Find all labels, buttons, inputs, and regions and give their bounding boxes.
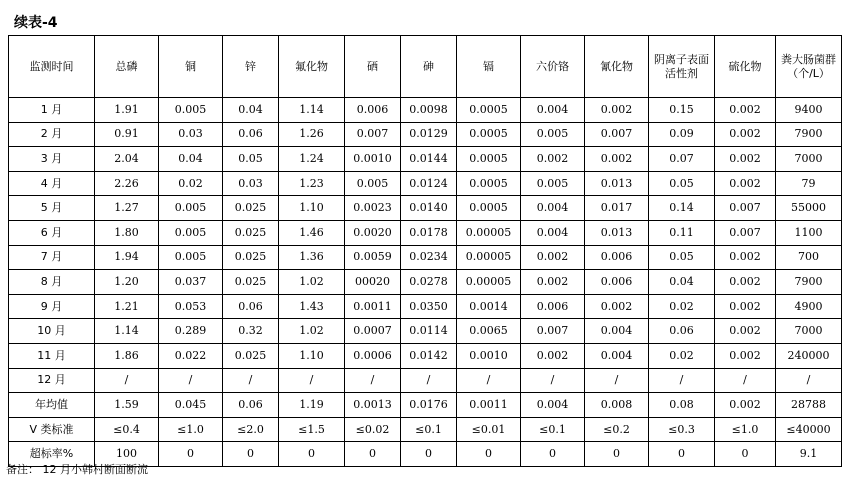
table-cell: 0.0013 bbox=[345, 393, 401, 418]
table-cell: 1.14 bbox=[279, 98, 345, 123]
table-cell: 0.06 bbox=[223, 122, 279, 147]
table-cell: 0.0010 bbox=[345, 147, 401, 172]
table-cell: 0.002 bbox=[521, 245, 585, 270]
table-cell: 0.005 bbox=[159, 220, 223, 245]
table-row bbox=[9, 122, 842, 147]
table-cell: 1.10 bbox=[279, 343, 345, 368]
row-label-cell: 7 月 bbox=[9, 245, 95, 270]
table-cell: 0.09 bbox=[649, 122, 715, 147]
table-cell: 0.0098 bbox=[401, 98, 457, 123]
table-cell: 0.07 bbox=[649, 147, 715, 172]
table-cell: 0.0005 bbox=[457, 171, 521, 196]
table-row bbox=[9, 294, 842, 319]
column-header: 硒 bbox=[345, 36, 401, 98]
row-label-cell: 6 月 bbox=[9, 220, 95, 245]
table-cell: 0.002 bbox=[715, 245, 776, 270]
table-cell: 0.11 bbox=[649, 220, 715, 245]
table-cell: 0.0059 bbox=[345, 245, 401, 270]
column-header: 锌 bbox=[223, 36, 279, 98]
table-cell: 0.005 bbox=[159, 245, 223, 270]
table-cell: / bbox=[159, 368, 223, 393]
column-header: 监测时间 bbox=[9, 36, 95, 98]
table-cell: 0.0005 bbox=[457, 98, 521, 123]
table-row bbox=[9, 270, 842, 295]
table-cell: 0.013 bbox=[585, 220, 649, 245]
table-cell: 0.017 bbox=[585, 196, 649, 221]
table-cell: 0.002 bbox=[521, 270, 585, 295]
table-cell: 0.002 bbox=[585, 98, 649, 123]
table-cell: 1.91 bbox=[95, 98, 159, 123]
table-cell: 0.002 bbox=[715, 343, 776, 368]
table-cell: 0.002 bbox=[715, 393, 776, 418]
table-cell: 0.007 bbox=[521, 319, 585, 344]
table-cell: 0.004 bbox=[585, 343, 649, 368]
table-cell: 00020 bbox=[345, 270, 401, 295]
table-cell: 0.02 bbox=[159, 171, 223, 196]
table-cell: 0.03 bbox=[159, 122, 223, 147]
table-cell: 0.025 bbox=[223, 196, 279, 221]
table-cell: / bbox=[95, 368, 159, 393]
table-cell: / bbox=[401, 368, 457, 393]
table-cell: 0.04 bbox=[649, 270, 715, 295]
column-header: 氰化物 bbox=[585, 36, 649, 98]
table-cell: 0.02 bbox=[649, 343, 715, 368]
row-label-cell: 1 月 bbox=[9, 98, 95, 123]
table-row bbox=[9, 368, 842, 393]
table-cell: 0.002 bbox=[521, 147, 585, 172]
table-cell: 0.002 bbox=[715, 147, 776, 172]
table-cell: 7900 bbox=[776, 122, 842, 147]
table-cell: 1.59 bbox=[95, 393, 159, 418]
table-cell: 0.006 bbox=[585, 270, 649, 295]
row-label-cell: 9 月 bbox=[9, 294, 95, 319]
row-label-cell: 11 月 bbox=[9, 343, 95, 368]
table-cell: 0.045 bbox=[159, 393, 223, 418]
row-label-cell: 5 月 bbox=[9, 196, 95, 221]
table-cell: ≤1.5 bbox=[279, 417, 345, 442]
table-cell: 7900 bbox=[776, 270, 842, 295]
table-cell: 0.025 bbox=[223, 343, 279, 368]
column-header: 氟化物 bbox=[279, 36, 345, 98]
table-cell: 7000 bbox=[776, 147, 842, 172]
table-row bbox=[9, 147, 842, 172]
table-cell: 0.0350 bbox=[401, 294, 457, 319]
table-cell: 0.14 bbox=[649, 196, 715, 221]
column-header: 铜 bbox=[159, 36, 223, 98]
table-cell: / bbox=[457, 368, 521, 393]
table-cell: ≤1.0 bbox=[715, 417, 776, 442]
table-cell: 0.0014 bbox=[457, 294, 521, 319]
table-cell: 0.0011 bbox=[457, 393, 521, 418]
table-cell: 0.0234 bbox=[401, 245, 457, 270]
table-cell: 0.00005 bbox=[457, 245, 521, 270]
table-cell: 0.025 bbox=[223, 220, 279, 245]
table-cell: 0.007 bbox=[715, 220, 776, 245]
table-cell: 0.06 bbox=[649, 319, 715, 344]
table-cell: 0 bbox=[345, 442, 401, 467]
table-cell: 1100 bbox=[776, 220, 842, 245]
table-cell: 0.004 bbox=[521, 98, 585, 123]
column-header: 总磷 bbox=[95, 36, 159, 98]
table-cell: 100 bbox=[95, 442, 159, 467]
table-cell: 0.007 bbox=[345, 122, 401, 147]
table-cell: 1.24 bbox=[279, 147, 345, 172]
table-cell: 0 bbox=[457, 442, 521, 467]
table-cell: 0.05 bbox=[223, 147, 279, 172]
table-cell: 0.005 bbox=[521, 122, 585, 147]
column-header: 六价铬 bbox=[521, 36, 585, 98]
table-row bbox=[9, 220, 842, 245]
table-cell: 1.02 bbox=[279, 319, 345, 344]
table-cell: 0.005 bbox=[159, 98, 223, 123]
table-cell: 0.002 bbox=[585, 294, 649, 319]
table-cell: 0.08 bbox=[649, 393, 715, 418]
table-row bbox=[9, 171, 842, 196]
table-cell: 0.004 bbox=[521, 196, 585, 221]
column-header: 粪大肠菌群（个/L） bbox=[776, 36, 842, 98]
table-cell: 0.0005 bbox=[457, 122, 521, 147]
column-header: 砷 bbox=[401, 36, 457, 98]
table-cell: / bbox=[279, 368, 345, 393]
table-cell: 0.02 bbox=[649, 294, 715, 319]
table-cell: 0.15 bbox=[649, 98, 715, 123]
table-cell: ≤0.1 bbox=[401, 417, 457, 442]
table-cell: 1.43 bbox=[279, 294, 345, 319]
table-cell: 1.14 bbox=[95, 319, 159, 344]
table-cell: 9400 bbox=[776, 98, 842, 123]
row-label-cell: 12 月 bbox=[9, 368, 95, 393]
table-row bbox=[9, 319, 842, 344]
table-cell: 0 bbox=[649, 442, 715, 467]
table-cell: ≤0.1 bbox=[521, 417, 585, 442]
table-cell: 0.002 bbox=[715, 319, 776, 344]
table-cell: 0.002 bbox=[715, 122, 776, 147]
table-cell: 0.002 bbox=[715, 270, 776, 295]
table-cell: / bbox=[776, 368, 842, 393]
row-label-cell: 2 月 bbox=[9, 122, 95, 147]
table-cell: ≤1.0 bbox=[159, 417, 223, 442]
header-row bbox=[9, 36, 842, 98]
table-cell: 0.0020 bbox=[345, 220, 401, 245]
table-cell: ≤0.2 bbox=[585, 417, 649, 442]
table-cell: 0.004 bbox=[521, 220, 585, 245]
table-cell: 0.0124 bbox=[401, 171, 457, 196]
table-cell: 0.007 bbox=[715, 196, 776, 221]
table-cell: 0.03 bbox=[223, 171, 279, 196]
table-cell: / bbox=[223, 368, 279, 393]
table-cell: 1.23 bbox=[279, 171, 345, 196]
table-cell: 0.0065 bbox=[457, 319, 521, 344]
table-cell: 0.004 bbox=[585, 319, 649, 344]
table-cell: 0.0006 bbox=[345, 343, 401, 368]
table-cell: 0.0142 bbox=[401, 343, 457, 368]
table-row bbox=[9, 343, 842, 368]
table-cell: 0.006 bbox=[345, 98, 401, 123]
row-label-cell: 10 月 bbox=[9, 319, 95, 344]
row-label-cell: 3 月 bbox=[9, 147, 95, 172]
row-label-cell: V 类标准 bbox=[9, 417, 95, 442]
table-cell: 0.005 bbox=[521, 171, 585, 196]
table-cell: 0.025 bbox=[223, 270, 279, 295]
table-cell: 0.0023 bbox=[345, 196, 401, 221]
table-body bbox=[9, 98, 842, 467]
table-cell: 1.10 bbox=[279, 196, 345, 221]
table-cell: 0.91 bbox=[95, 122, 159, 147]
table-cell: 28788 bbox=[776, 393, 842, 418]
table-cell: 0.0140 bbox=[401, 196, 457, 221]
monitoring-table bbox=[8, 35, 842, 467]
table-cell: 7000 bbox=[776, 319, 842, 344]
table-cell: 9.1 bbox=[776, 442, 842, 467]
table-cell: 1.27 bbox=[95, 196, 159, 221]
table-cell: 0.00005 bbox=[457, 220, 521, 245]
table-cell: 0 bbox=[585, 442, 649, 467]
table-cell: 1.21 bbox=[95, 294, 159, 319]
table-cell: 0.0005 bbox=[457, 147, 521, 172]
table-cell: 0.008 bbox=[585, 393, 649, 418]
table-cell: 0.0011 bbox=[345, 294, 401, 319]
table-cell: / bbox=[521, 368, 585, 393]
table-cell: 0.04 bbox=[159, 147, 223, 172]
table-cell: 1.20 bbox=[95, 270, 159, 295]
table-row bbox=[9, 196, 842, 221]
table-cell: / bbox=[649, 368, 715, 393]
table-cell: 2.04 bbox=[95, 147, 159, 172]
table-cell: 0.007 bbox=[585, 122, 649, 147]
table-cell: ≤0.4 bbox=[95, 417, 159, 442]
table-row bbox=[9, 245, 842, 270]
table-cell: 2.26 bbox=[95, 171, 159, 196]
table-cell: ≤0.02 bbox=[345, 417, 401, 442]
table-cell: 79 bbox=[776, 171, 842, 196]
table-cell: 0 bbox=[223, 442, 279, 467]
table-cell: 1.02 bbox=[279, 270, 345, 295]
table-cell: 0.32 bbox=[223, 319, 279, 344]
table-cell: 1.36 bbox=[279, 245, 345, 270]
row-label-cell: 4 月 bbox=[9, 171, 95, 196]
row-label-cell: 年均值 bbox=[9, 393, 95, 418]
table-cell: 0.0007 bbox=[345, 319, 401, 344]
table-cell: ≤0.01 bbox=[457, 417, 521, 442]
table-cell: 0.0010 bbox=[457, 343, 521, 368]
table-cell: / bbox=[345, 368, 401, 393]
table-cell: 0.06 bbox=[223, 294, 279, 319]
table-cell: 0.037 bbox=[159, 270, 223, 295]
table-cell: 0.002 bbox=[715, 171, 776, 196]
table-row bbox=[9, 98, 842, 123]
table-cell: 0.053 bbox=[159, 294, 223, 319]
table-row bbox=[9, 393, 842, 418]
table-cell: 700 bbox=[776, 245, 842, 270]
row-label-cell: 超标率% bbox=[9, 442, 95, 467]
table-cell: 0 bbox=[715, 442, 776, 467]
table-cell: 0.002 bbox=[715, 98, 776, 123]
table-cell: 0.06 bbox=[223, 393, 279, 418]
table-cell: 1.46 bbox=[279, 220, 345, 245]
table-cell: 0 bbox=[401, 442, 457, 467]
table-note: 备注： 12 月小韩村断面断流 bbox=[6, 463, 148, 476]
table-cell: 0.0129 bbox=[401, 122, 457, 147]
table-cell: 0.05 bbox=[649, 171, 715, 196]
table-cell: 0.013 bbox=[585, 171, 649, 196]
table-cell: 0.0278 bbox=[401, 270, 457, 295]
table-cell: / bbox=[715, 368, 776, 393]
table-cell: 0.00005 bbox=[457, 270, 521, 295]
table-cell: 0.006 bbox=[585, 245, 649, 270]
table-cell: 0.006 bbox=[521, 294, 585, 319]
table-cell: 1.26 bbox=[279, 122, 345, 147]
table-cell: 0.002 bbox=[715, 294, 776, 319]
table-cell: 0.005 bbox=[345, 171, 401, 196]
table-cell: 55000 bbox=[776, 196, 842, 221]
table-cell: 0.002 bbox=[521, 343, 585, 368]
table-cell: ≤2.0 bbox=[223, 417, 279, 442]
table-cell: 0.022 bbox=[159, 343, 223, 368]
table-cell: 0.05 bbox=[649, 245, 715, 270]
table-cell: ≤40000 bbox=[776, 417, 842, 442]
table-cell: 0.025 bbox=[223, 245, 279, 270]
table-cell: 1.80 bbox=[95, 220, 159, 245]
table-cell: / bbox=[585, 368, 649, 393]
table-cell: 0.289 bbox=[159, 319, 223, 344]
table-cell: 0.002 bbox=[585, 147, 649, 172]
column-header: 阴离子表面活性剂 bbox=[649, 36, 715, 98]
column-header: 镉 bbox=[457, 36, 521, 98]
table-cell: 0.005 bbox=[159, 196, 223, 221]
table-cell: 1.19 bbox=[279, 393, 345, 418]
table-cell: 4900 bbox=[776, 294, 842, 319]
table-cell: 0.0176 bbox=[401, 393, 457, 418]
table-cell: 0.0178 bbox=[401, 220, 457, 245]
table-cell: 0.0005 bbox=[457, 196, 521, 221]
table-cell: 0 bbox=[279, 442, 345, 467]
table-cell: 0 bbox=[159, 442, 223, 467]
table-cell: 1.94 bbox=[95, 245, 159, 270]
table-cell: 0.0144 bbox=[401, 147, 457, 172]
table-cell: 0.04 bbox=[223, 98, 279, 123]
column-header: 硫化物 bbox=[715, 36, 776, 98]
row-label-cell: 8 月 bbox=[9, 270, 95, 295]
table-cell: 240000 bbox=[776, 343, 842, 368]
table-cell: 0.004 bbox=[521, 393, 585, 418]
table-cell: 0.0114 bbox=[401, 319, 457, 344]
table-cell: 0 bbox=[521, 442, 585, 467]
table-cell: ≤0.3 bbox=[649, 417, 715, 442]
table-caption: 续表-4 bbox=[14, 15, 58, 31]
table-cell: 1.86 bbox=[95, 343, 159, 368]
table-row bbox=[9, 417, 842, 442]
